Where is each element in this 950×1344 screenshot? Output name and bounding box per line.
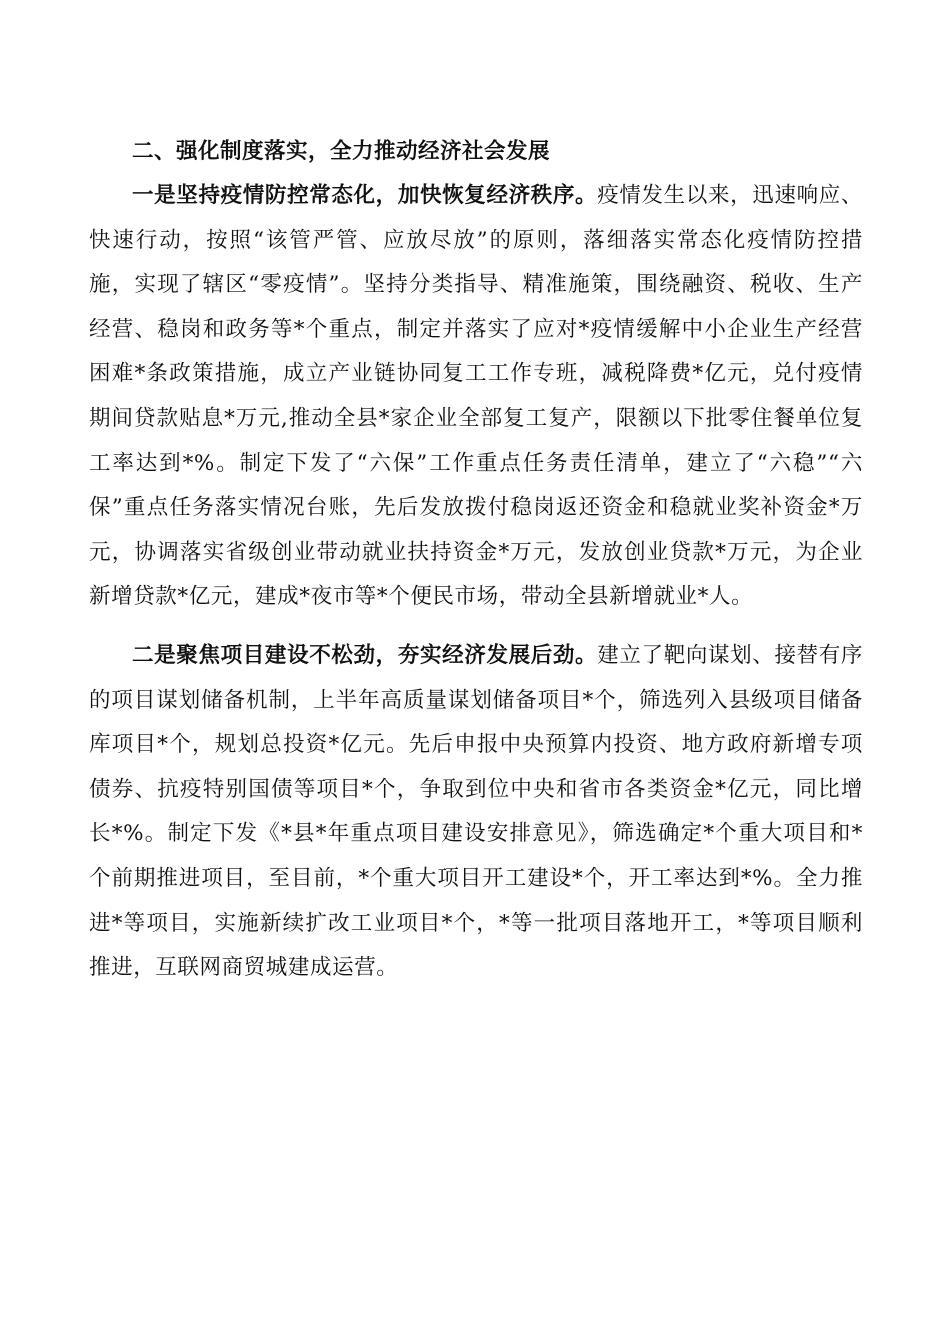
paragraph-body: 建立了靶向谋划、接替有序的项目谋划储备机制，上半年高质量谋划储备项目*个，筛选列入县级项目储备库项目*个，规划总投资*亿元。先后申报中央预算内投资、地方政府新增专项债券、抗疫特别国债等项目*个，争取到位中央和省市各类资金*亿元，同比增长*%。制定下发《*县*年重点项目建设安排意见》，筛选确定*个重大项目和*个前期推进项目，至目前，*个重大项目开工建设*个，开工率达到*%。全力推进*等项目，实施新续扩改工业项目*个，*等一批项目落地开工，*等项目顺利推进，互联网商贸城建成运营。 (89, 642, 863, 981)
paragraph-lead: 二是聚焦项目建设不松劲，夯实经济发展后劲。 (132, 642, 598, 668)
paragraph-epidemic-control (89, 174, 863, 620)
paragraph-project-construction (89, 634, 863, 991)
paragraph-body: 疫情发生以来，迅速响应、快速行动，按照“该管严管、应放尽放”的原则，落细落实常态化疫情防控措施，实现了辖区“零疫情”。坚持分类指导、精准施策，围绕融资、税收、生产经营、稳岗和政务等*个重点，制定并落实了应对*疫情缓解中小企业生产经营困难*条政策措施，成立产业链协同复工工作专班，减税降费*亿元，兑付疫情期间贷款贴息*万元,推动全县*家企业全部复工复产，限额以下批零住餐单位复工率达到*%。制定下发了“六保”工作重点任务责任清单，建立了“六稳”“六保”重点任务落实情况台账，先后发放拨付稳岗返还资金和稳就业奖补资金*万元，协调落实省级创业带动就业扶持资金*万元，发放创业贷款*万元，为企业新增贷款*亿元，建成*夜市等*个便民市场，带动全县新增就业*人。 (89, 183, 863, 610)
section-heading: 二、强化制度落实，全力推动经济社会发展 (132, 139, 551, 164)
paragraph-lead: 一是坚持疫情防控常态化，加快恢复经济秩序。 (132, 183, 598, 208)
document-body (89, 130, 863, 991)
